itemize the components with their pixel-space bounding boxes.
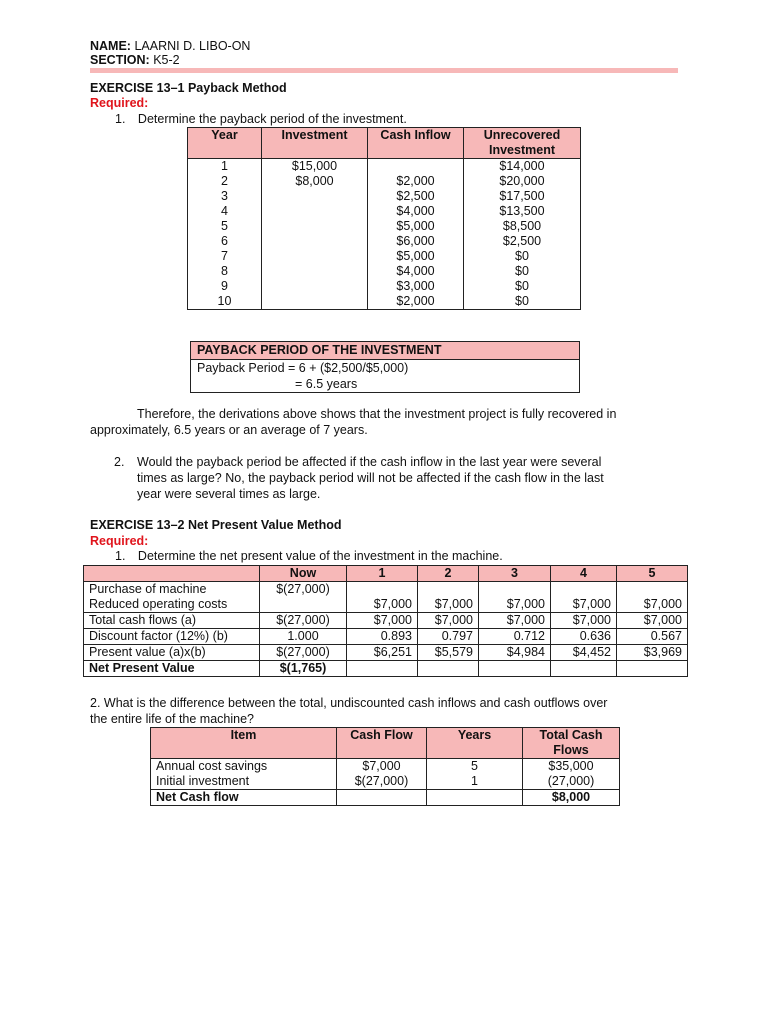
col-header-investment: Investment [262,128,368,159]
ex1-required: Required: [90,96,149,110]
table-cell: $7,000 [337,759,427,775]
table-cell: $5,000 [368,249,464,264]
table-cell: Initial investment [151,774,337,790]
ex1-question-1: 1. Determine the payback period of the investment. [115,112,407,126]
col-header-unrecovered: Unrecovered Investment [464,128,581,159]
payback-result: = 6.5 years [295,377,358,391]
table-cell: 10 [188,294,262,310]
table-cell [347,661,418,677]
table-cell: $8,000 [523,790,620,806]
ex1-q2-line-2: times as large? No, the payback period will not be affected if the cash flow in the last [137,471,604,485]
table-cell [262,249,368,264]
npv-col-header-4: 4 [551,566,617,582]
table-cell [262,279,368,294]
table-row [151,759,620,775]
table-cell: $8,500 [464,219,581,234]
table-cell: 1 [427,774,523,790]
table-cell: $4,984 [479,645,551,661]
table-cell: 7 [188,249,262,264]
table-cell [260,597,347,613]
table-row [188,204,581,219]
npv-col-header-1: 1 [347,566,418,582]
table-row [188,279,581,294]
table-cell: $4,000 [368,204,464,219]
payback-period-box [190,341,580,393]
ex2-title: EXERCISE 13–2 Net Present Value Method [90,518,342,532]
table-cell [479,582,551,598]
ex1-q2-number: 2. [114,455,125,469]
table-cell: $15,000 [262,159,368,175]
payback-table [187,127,581,310]
cf-col-header-years: Years [427,728,523,759]
table-cell: $6,000 [368,234,464,249]
table-cell: 5 [188,219,262,234]
table-cell [262,294,368,310]
table-cell: 0.797 [418,629,479,645]
table-cell: Net Cash flow [151,790,337,806]
table-cell: 8 [188,264,262,279]
table-cell [551,661,617,677]
therefore-line-2: approximately, 6.5 years or an average of 7 years. [90,423,368,437]
npv-table [83,565,688,677]
table-cell: $2,000 [368,294,464,310]
table-cell [337,790,427,806]
npv-col-header-label [84,566,260,582]
col-header-cash-inflow: Cash Inflow [368,128,464,159]
table-cell: $(27,000) [260,613,347,629]
table-cell: Total cash flows (a) [84,613,260,629]
table-cell [418,661,479,677]
table-cell: $0 [464,294,581,310]
table-cell: $7,000 [479,613,551,629]
ex1-title: EXERCISE 13–1 Payback Method [90,81,287,95]
table-cell: 3 [188,189,262,204]
table-cell [368,159,464,175]
table-cell [262,234,368,249]
col-header-year: Year [188,128,262,159]
npv-col-header-5: 5 [617,566,688,582]
table-cell: $0 [464,249,581,264]
payback-period-title: PAYBACK PERIOD OF THE INVESTMENT [191,342,579,360]
table-cell: $0 [464,264,581,279]
table-cell: 0.636 [551,629,617,645]
table-row [188,189,581,204]
table-cell: 6 [188,234,262,249]
table-cell: $0 [464,279,581,294]
table-row [188,264,581,279]
table-cell: 9 [188,279,262,294]
table-cell [418,582,479,598]
table-cell [347,582,418,598]
table-cell: 2 [188,174,262,189]
table-cell: $5,000 [368,219,464,234]
cf-col-header-item: Item [151,728,337,759]
table-cell: $7,000 [479,597,551,613]
table-row [188,159,581,175]
table-cell [262,264,368,279]
table-cell: $7,000 [347,597,418,613]
table-row [84,629,688,645]
table-cell: $4,452 [551,645,617,661]
therefore-line-1: Therefore, the derivations above shows that the investment project is fully recovered in [137,407,617,421]
table-cell [427,790,523,806]
name-value: LAARNI D. LIBO-ON [134,39,251,53]
npv-col-header-2: 2 [418,566,479,582]
table-cell [551,582,617,598]
table-cell [479,661,551,677]
table-cell: $2,000 [368,174,464,189]
table-cell: $20,000 [464,174,581,189]
ex2-q2-line-1: 2. What is the difference between the total, undiscounted cash inflows and cash outflows over [90,696,608,710]
table-cell: Purchase of machine [84,582,260,598]
ex2-q2-line-2: the entire life of the machine? [90,712,254,726]
npv-col-header-now: Now [260,566,347,582]
table-row [84,661,688,677]
table-cell: $7,000 [347,613,418,629]
table-cell: $14,000 [464,159,581,175]
table-cell: $13,500 [464,204,581,219]
name-label: NAME: [90,39,131,53]
table-cell [262,204,368,219]
table-row [151,790,620,806]
table-cell: Present value (a)x(b) [84,645,260,661]
ex2-required: Required: [90,534,149,548]
table-row [188,219,581,234]
table-cell: $7,000 [418,613,479,629]
table-cell: $2,500 [368,189,464,204]
table-cell: $7,000 [617,613,688,629]
table-cell: 1 [188,159,262,175]
cf-col-header-total: Total Cash Flows [523,728,620,759]
table-cell: 0.893 [347,629,418,645]
table-cell: $(27,000) [260,582,347,598]
section-line [90,52,180,68]
table-cell: $2,500 [464,234,581,249]
table-cell: Net Present Value [84,661,260,677]
table-cell: $35,000 [523,759,620,775]
table-cell: $7,000 [551,613,617,629]
table-cell [262,189,368,204]
section-label: SECTION: [90,53,150,67]
table-cell: $5,579 [418,645,479,661]
table-row [84,645,688,661]
table-cell [262,219,368,234]
table-row [188,294,581,310]
table-cell: $6,251 [347,645,418,661]
table-cell: Discount factor (12%) (b) [84,629,260,645]
payback-formula: Payback Period = 6 + ($2,500/$5,000) [197,361,409,375]
table-cell: $7,000 [418,597,479,613]
table-cell: $(27,000) [260,645,347,661]
table-row [188,174,581,189]
table-cell: $7,000 [617,597,688,613]
table-cell: $7,000 [551,597,617,613]
table-cell: (27,000) [523,774,620,790]
table-cell: $4,000 [368,264,464,279]
table-cell: Reduced operating costs [84,597,260,613]
table-cell: Annual cost savings [151,759,337,775]
ex2-question-1: 1. Determine the net present value of the investment in the machine. [115,549,503,563]
table-row [151,774,620,790]
cash-flow-table [150,727,620,806]
table-cell: $3,969 [617,645,688,661]
table-cell: $17,500 [464,189,581,204]
npv-col-header-3: 3 [479,566,551,582]
table-cell: 5 [427,759,523,775]
table-row [84,613,688,629]
table-cell: $3,000 [368,279,464,294]
table-row [84,582,688,598]
table-cell: $(1,765) [260,661,347,677]
table-cell: 1.000 [260,629,347,645]
header-divider [90,68,678,73]
table-cell: 0.567 [617,629,688,645]
table-cell: 0.712 [479,629,551,645]
ex1-q2-line-1: Would the payback period be affected if the cash inflow in the last year were several [137,455,602,469]
section-value: K5-2 [153,53,180,67]
table-cell: $8,000 [262,174,368,189]
table-cell [617,582,688,598]
table-row [84,597,688,613]
ex1-q2-line-3: year were several times as large. [137,487,321,501]
table-cell: 4 [188,204,262,219]
table-cell: $(27,000) [337,774,427,790]
table-row [188,249,581,264]
table-row [188,234,581,249]
cf-col-header-cash-flow: Cash Flow [337,728,427,759]
table-cell [617,661,688,677]
